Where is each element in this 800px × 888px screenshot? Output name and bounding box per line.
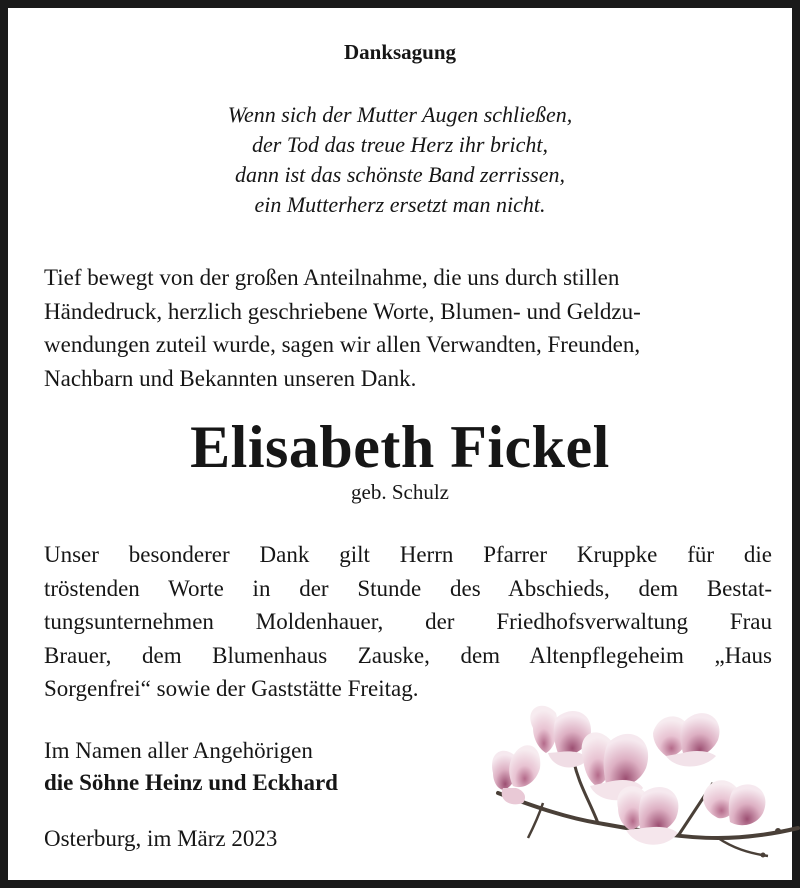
paragraph-line: tröstenden Worte in der Stunde des Abschieds, dem Bestat- (44, 575, 772, 601)
magnolia-branch-icon (478, 698, 800, 868)
thanks-paragraph (44, 261, 772, 395)
maiden-name: geb. Schulz (351, 480, 449, 504)
poem-line: ein Mutterherz ersetzt man nicht. (254, 192, 546, 217)
signature-line: Im Namen aller Angehörigen (44, 738, 313, 763)
poem-line: der Tod das treue Herz ihr bricht, (252, 132, 548, 157)
poem-line: dann ist das schönste Band zerrissen, (235, 162, 565, 187)
signature-names: die Söhne Heinz und Eckhard (44, 770, 338, 795)
notice-heading: Danksagung (343, 40, 457, 64)
place-date: Osterburg, im März 2023 (44, 826, 278, 851)
poem-line: Wenn sich der Mutter Augen schließen, (227, 102, 573, 127)
signature (44, 735, 338, 799)
paragraph-line: Unser besonderer Dank gilt Herrn Pfarrer Kruppke für die (44, 542, 772, 567)
deceased-name: Elisabeth Fickel (190, 414, 610, 480)
paragraph-line: Nachbarn und Bekannten unseren Dank. (44, 365, 417, 391)
paragraph-line: Brauer, dem Blumenhaus Zauske, dem Altenpflegeheim „Haus (44, 642, 772, 668)
paragraph-line: wendungen zuteil wurde, sagen wir allen Verwandten, Freunden, (44, 332, 641, 357)
paragraph-line: Sorgenfrei“ sowie der Gaststätte Freitag. (44, 676, 419, 701)
paragraph-line: Tief bewegt von der großen Anteilnahme, die uns durch stillen (44, 265, 620, 290)
poem (8, 100, 792, 220)
paragraph-line: Händedruck, herzlich geschriebene Worte, Blumen- und Geldzu- (44, 298, 641, 324)
paragraph-line: tungsunternehmen Moldenhauer, der Friedhofsverwaltung Frau (44, 609, 772, 634)
special-thanks-paragraph (44, 538, 772, 706)
